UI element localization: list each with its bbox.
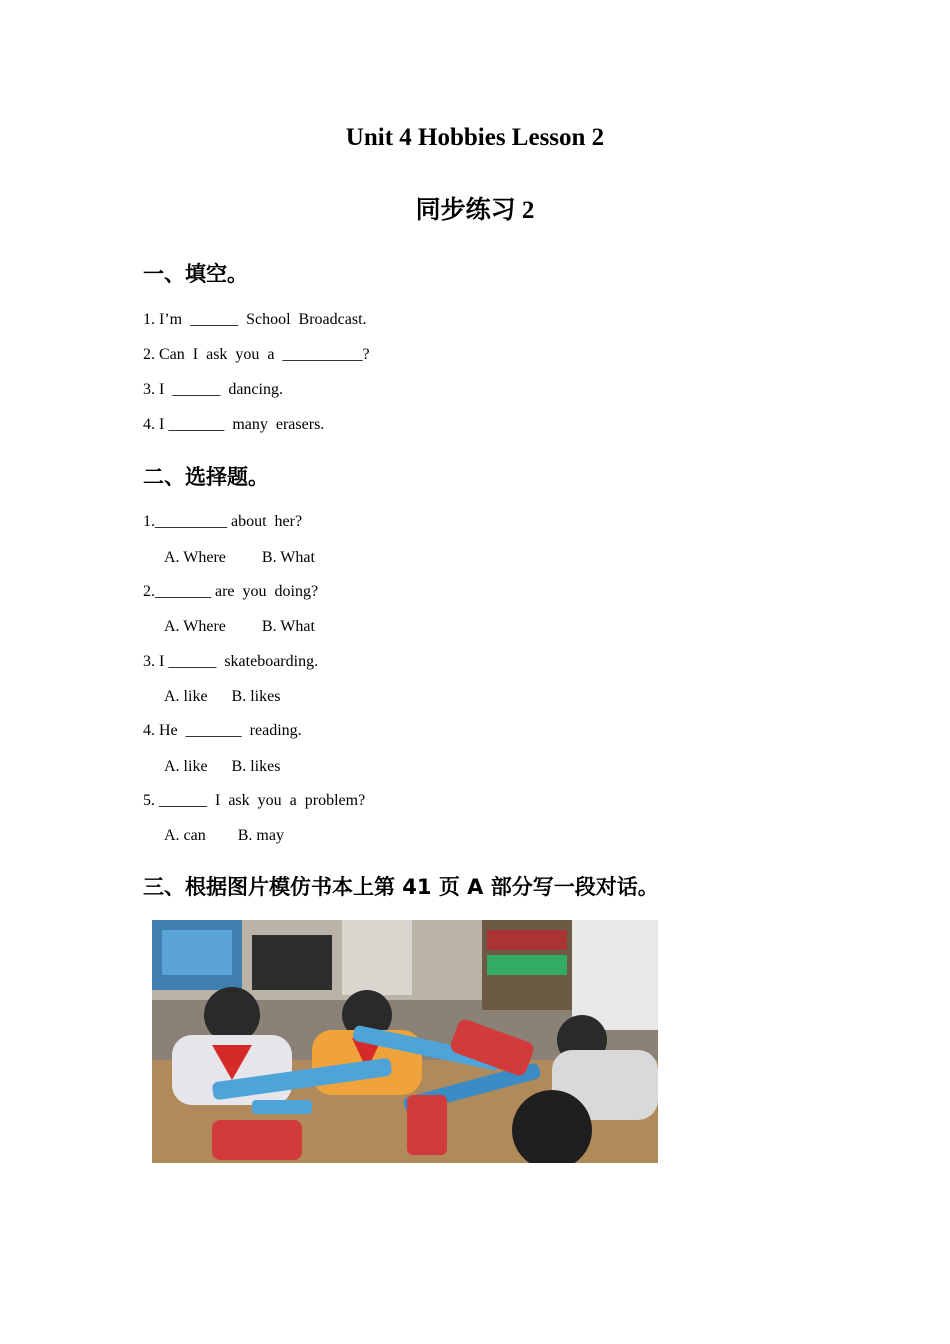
classroom-model-planes-photo [152,920,658,1163]
fill-blank-item: 3. I ______ dancing. [143,381,283,398]
fill-blank-item: 1. I’m ______ School Broadcast. [143,311,367,328]
section-3-heading: 三、根据图片模仿书本上第 41 页 A 部分写一段对话。 [143,875,659,899]
fill-blank-item: 4. I _______ many erasers. [143,416,325,433]
photo-illustration [152,920,658,1163]
section-1-heading: 一、填空。 [143,262,248,286]
choice-question: 5. ______ I ask you a problem? [143,792,366,809]
fill-blank-item: 2. Can I ask you a __________? [143,346,370,363]
choice-options: A. like B. likes [164,758,281,775]
choice-options: A. can B. may [164,827,284,844]
choice-options: A. Where B. What [164,549,315,566]
choice-question: 3. I ______ skateboarding. [143,653,319,670]
page-subtitle: 同步练习 2 [415,197,535,224]
page-title: Unit 4 Hobbies Lesson 2 [345,124,605,151]
choice-question: 1._________ about her? [143,513,303,530]
section-2-heading: 二、选择题。 [143,465,269,489]
choice-options: A. Where B. What [164,618,315,635]
choice-options: A. like B. likes [164,688,281,705]
choice-question: 2._______ are you doing? [143,583,319,600]
choice-question: 4. He _______ reading. [143,722,302,739]
